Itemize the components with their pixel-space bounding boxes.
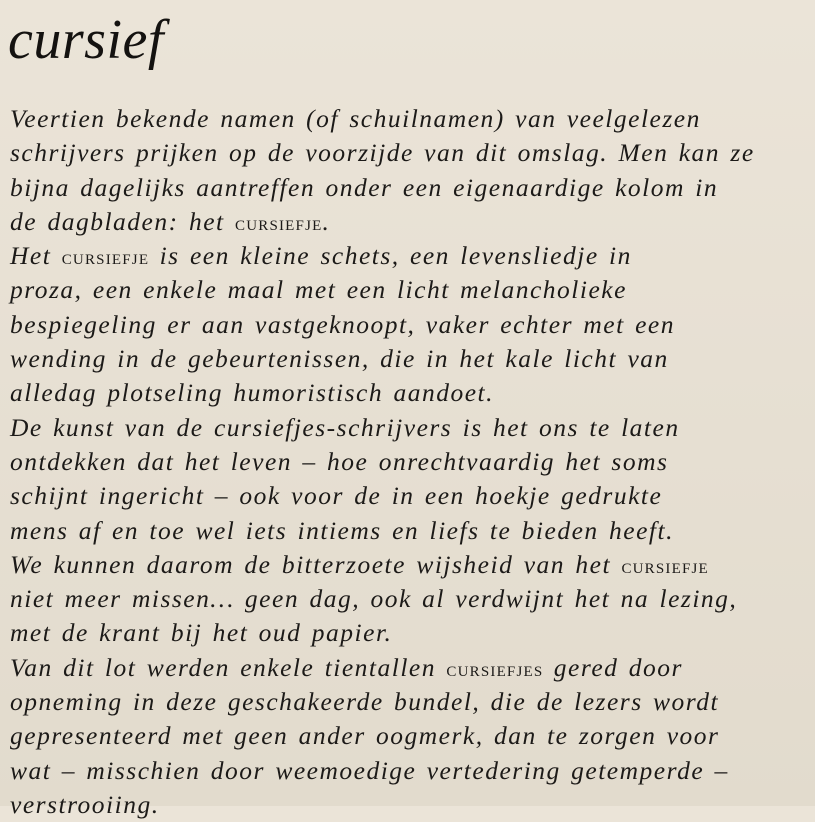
text-line: mens af en toe wel iets intiems en liefs te bieden heeft.: [10, 515, 674, 545]
small-caps-term: cursiefjes: [446, 655, 544, 681]
body-text: [10, 102, 810, 822]
text-line: proza, een enkele maal met een licht melancholieke: [10, 275, 627, 305]
text-line: verstrooiing.: [10, 789, 160, 819]
text-line: opneming in deze geschakeerde bundel, die de lezers wordt: [10, 687, 720, 717]
text-line: bespiegeling er aan vastgeknoopt, vaker echter met een: [10, 309, 675, 339]
text-line: schrijvers prijken op de voorzijde van dit omslag. Men kan ze: [10, 138, 755, 168]
text-line: met de krant bij het oud papier.: [10, 618, 393, 648]
text-line: wat – misschien door weemoedige vertedering getemperde –: [10, 755, 729, 785]
text-line: Het cursiefje is een kleine schets, een levensliedje in: [10, 241, 632, 271]
small-caps-term: cursiefje: [61, 244, 150, 270]
text-line: Veertien bekende namen (of schuilnamen) van veelgelezen: [10, 104, 701, 133]
text-line: ontdekken dat het leven – hoe onrechtvaardig het soms: [10, 446, 669, 476]
text-line: bijna dagelijks aantreffen onder een eigenaardige kolom in: [10, 172, 719, 202]
text-line: niet meer missen… geen dag, ook al verdwijnt het na lezing,: [10, 584, 738, 614]
text-line: Van dit lot werden enkele tientallen cursiefjes gered door: [10, 652, 683, 682]
text-line: We kunnen daarom de bitterzoete wijsheid van het cursiefje: [10, 549, 709, 579]
paragraph: [10, 651, 810, 822]
paragraph: [10, 102, 810, 239]
small-caps-term: cursiefje: [621, 552, 709, 578]
small-caps-term: cursiefje: [235, 209, 323, 235]
text-line: alledag plotseling humoristisch aandoet.: [10, 378, 494, 408]
text-line: wending in de gebeurtenissen, die in het kale licht van: [10, 344, 669, 374]
page-title: cursief: [8, 9, 164, 71]
text-line: De kunst van de cursiefjes-schrijvers is het ons te laten: [10, 412, 680, 442]
text-line: gepresenteerd met geen ander oogmerk, dan te zorgen voor: [10, 721, 720, 751]
text-line: schijnt ingericht – ook voor de in een hoekje gedrukte: [10, 481, 663, 511]
paragraph: [10, 239, 810, 410]
paragraph: [10, 411, 810, 548]
text-line: de dagbladen: het cursiefje.: [10, 206, 331, 236]
paragraph: [10, 548, 810, 651]
